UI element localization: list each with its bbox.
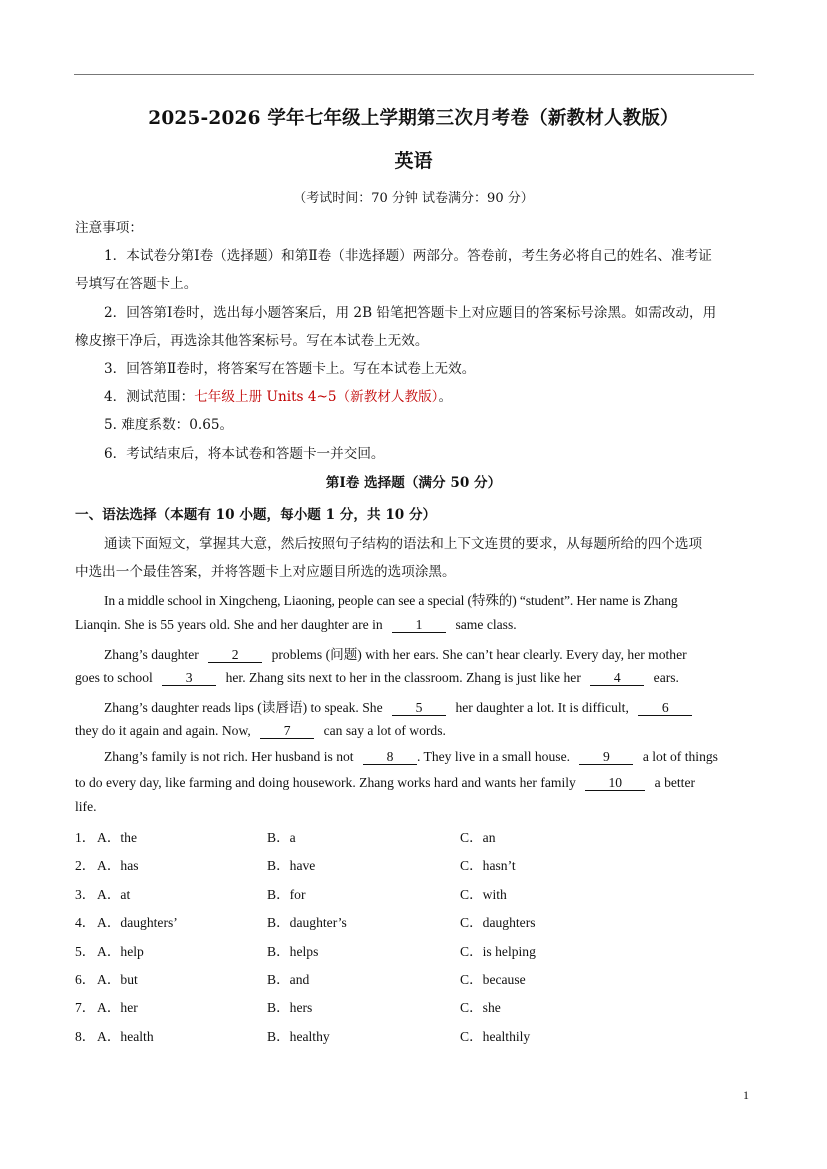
notice-item-4-prefix: 4．测试范围： xyxy=(104,389,195,405)
passage-text: ears. xyxy=(653,670,679,685)
notice-item-2-line-2: 橡皮擦干净后，再选涂其他答案标号。写在本试卷上无效。 xyxy=(75,333,429,349)
notice-item-4 xyxy=(104,385,452,405)
option-b-4: B．daughter’s xyxy=(267,915,347,930)
exam-info: （考试时间：70 分钟 试卷满分：90 分） xyxy=(293,191,534,206)
notice-item-4-suffix: 。 xyxy=(438,389,453,405)
option-a-2: A．has xyxy=(97,858,139,873)
option-a-3: A．at xyxy=(97,887,131,902)
passage-text: goes to school xyxy=(75,670,153,685)
passage-text: can say a lot of words. xyxy=(323,723,446,738)
passage-p4-line-3: life. xyxy=(75,799,97,814)
option-b-3: B．for xyxy=(267,887,306,902)
option-a-6: A．but xyxy=(97,972,138,987)
blank-9: 9 xyxy=(579,750,633,765)
option-c-7: C．she xyxy=(460,1000,501,1015)
notice-heading: 注意事项： xyxy=(75,220,143,236)
passage-p4-line-1 xyxy=(104,749,718,765)
notice-item-5: 5. 难度系数：0.65。 xyxy=(104,417,234,433)
notice-item-3: 3．回答第Ⅱ卷时，将答案写在答题卡上。写在本试卷上无效。 xyxy=(104,361,476,377)
top-rule xyxy=(74,74,754,75)
option-c-5: C．is helping xyxy=(460,944,536,959)
notice-item-1-line-1: 1．本试卷分第Ⅰ卷（选择题）和第Ⅱ卷（非选择题）两部分。答卷前，考生务必将自己的姓名、准考证 xyxy=(104,248,712,264)
page-number: 1 xyxy=(743,1088,749,1102)
option-a-8: A．health xyxy=(97,1029,154,1044)
option-a-4: A．daughters’ xyxy=(97,915,178,930)
blank-8: 8 xyxy=(363,750,417,765)
passage-text: her. Zhang sits next to her in the classroom. Zhang is just like her xyxy=(225,670,581,685)
blank-10: 10 xyxy=(585,776,645,791)
passage-text: Lianqin. She is 55 years old. She and her daughter are in xyxy=(75,617,383,632)
passage-text: Zhang’s family is not rich. Her husband is not xyxy=(104,749,354,764)
passage-text: same class. xyxy=(455,617,517,632)
option-c-1: C．an xyxy=(460,830,496,845)
option-c-8: C．healthily xyxy=(460,1029,531,1044)
question-number-5: 5． xyxy=(75,944,96,959)
question-number-4: 4． xyxy=(75,915,96,930)
exam-title: 2025-2026 学年七年级上学期第三次月考卷（新教材人教版） xyxy=(148,108,679,129)
passage-text: a better xyxy=(654,775,696,790)
passage-p2-line-1 xyxy=(104,643,687,663)
blank-2: 2 xyxy=(208,648,262,663)
blank-6: 6 xyxy=(638,701,692,716)
subject-title: 英语 xyxy=(394,150,433,172)
passage-p3-line-2 xyxy=(75,723,446,739)
notice-item-6: 6．考试结束后，将本试卷和答题卡一并交回。 xyxy=(104,446,385,462)
passage-p1-line-2 xyxy=(75,617,517,633)
blank-5: 5 xyxy=(392,701,446,716)
option-b-1: B．a xyxy=(267,830,296,845)
passage-p2-line-2 xyxy=(75,670,679,686)
option-b-2: B．have xyxy=(267,858,316,873)
option-c-4: C．daughters xyxy=(460,915,536,930)
passage-text: problems (问题) with her ears. She can’t hear clearly. Every day, her mother xyxy=(271,647,687,662)
notice-item-1-line-2: 号填写在答题卡上。 xyxy=(75,276,198,292)
passage-p3-line-1 xyxy=(104,696,698,716)
test-range: 七年级上册 Units 4~5（新教材人教版） xyxy=(194,389,439,405)
passage-text: a lot of things xyxy=(642,749,718,764)
option-c-3: C．with xyxy=(460,887,507,902)
passage-text: Zhang’s daughter xyxy=(104,647,199,662)
part-1-heading: 第Ⅰ卷 选择题（满分 50 分） xyxy=(325,475,502,491)
blank-1: 1 xyxy=(392,618,446,633)
option-c-6: C．because xyxy=(460,972,526,987)
instructions-line-1: 通读下面短文，掌握其大意，然后按照句子结构的语法和上下文连贯的要求，从每题所给的四个选项 xyxy=(104,536,703,552)
option-b-8: B．healthy xyxy=(267,1029,330,1044)
passage-text: to do every day, like farming and doing housework. Zhang works hard and wants her family xyxy=(75,775,576,790)
blank-7: 7 xyxy=(260,724,314,739)
option-a-7: A．her xyxy=(97,1000,138,1015)
option-a-1: A．the xyxy=(97,830,138,845)
section-1-heading: 一、语法选择（本题有 10 小题，每小题 1 分，共 10 分） xyxy=(75,507,437,523)
passage-text: . They live in a small house. xyxy=(416,749,570,764)
passage-p4-line-2 xyxy=(75,775,695,791)
notice-item-2-line-1: 2．回答第Ⅰ卷时，选出每小题答案后，用 2B 铅笔把答题卡上对应题目的答案标号涂黑。如需改动，用 xyxy=(104,305,717,321)
blank-3: 3 xyxy=(162,671,216,686)
question-number-7: 7． xyxy=(75,1000,96,1015)
option-a-5: A．help xyxy=(97,944,144,959)
option-b-5: B．helps xyxy=(267,944,319,959)
passage-text: Zhang’s daughter reads lips (读唇语) to speak. She xyxy=(104,700,383,715)
option-b-6: B．and xyxy=(267,972,310,987)
question-number-3: 3． xyxy=(75,887,96,902)
blank-4: 4 xyxy=(590,671,644,686)
option-c-2: C．hasn’t xyxy=(460,858,516,873)
question-number-2: 2． xyxy=(75,858,96,873)
question-number-6: 6． xyxy=(75,972,96,987)
passage-p1-line-1: In a middle school in Xingcheng, Liaoning, people can see a special (特殊的) “student”. Her name is Zhang xyxy=(104,593,678,608)
question-number-1: 1． xyxy=(75,830,96,845)
instructions-line-2: 中选出一个最佳答案，并将答题卡上对应题目所选的选项涂黑。 xyxy=(75,564,456,580)
option-b-7: B．hers xyxy=(267,1000,313,1015)
passage-text: they do it again and again. Now, xyxy=(75,723,251,738)
passage-text: her daughter a lot. It is difficult, xyxy=(455,700,629,715)
question-number-8: 8． xyxy=(75,1029,96,1044)
